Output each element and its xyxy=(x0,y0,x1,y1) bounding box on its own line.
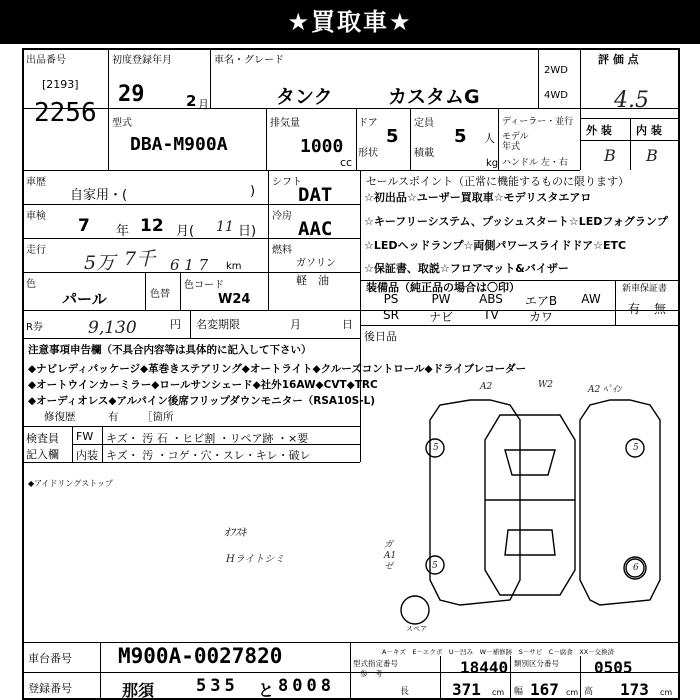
model-label: 型式 xyxy=(112,118,132,129)
shift-label: シフト xyxy=(272,177,302,188)
mileage-rest: 6 1 7 xyxy=(170,256,209,274)
divider xyxy=(266,108,267,170)
plate-area: 那須 xyxy=(122,681,155,700)
equip-item: PS xyxy=(383,292,399,306)
width-label: 幅 xyxy=(514,687,524,697)
length-value: 371 xyxy=(452,680,481,699)
divider xyxy=(180,272,181,310)
equip-item: TV xyxy=(483,308,499,322)
divider xyxy=(22,672,680,673)
load-label: 積載 xyxy=(414,148,434,159)
car-grade: カスタムG xyxy=(388,86,480,108)
fuel-label: 燃料 xyxy=(272,245,292,256)
plate-number: 8008 xyxy=(278,676,335,696)
equip-item: ナビ xyxy=(428,310,453,324)
car-name: タンク xyxy=(276,86,333,108)
disp-label: 排気量 xyxy=(270,118,300,129)
color-change-label: 色替 xyxy=(150,289,170,300)
int-grade: B xyxy=(646,146,658,165)
fw-items: キズ・ 汚 石 ・ヒビ割 ・リペア跡 ・×要 xyxy=(106,432,309,445)
divider xyxy=(108,170,580,171)
mileage-sen: 7千 xyxy=(124,248,156,270)
tire-mark: 5 xyxy=(433,443,439,453)
divider xyxy=(630,118,631,170)
reg-label: 初度登録年月 xyxy=(112,55,172,66)
chassis-label: 車台番号 xyxy=(28,652,72,665)
divider xyxy=(22,310,680,311)
dealer-label: ディーラー・並行 xyxy=(502,117,574,127)
divider xyxy=(22,108,680,109)
handwritten-side-note: ガ A1 ゼ xyxy=(384,540,397,572)
divider xyxy=(22,170,108,171)
divider xyxy=(100,642,101,700)
int-label: 内 装 xyxy=(636,124,662,137)
warranty-no: 無 xyxy=(654,302,667,316)
drive-2wd: 2WD xyxy=(544,65,568,76)
divider xyxy=(356,108,357,170)
class-number: 0505 xyxy=(594,658,633,677)
spare-label: スペア xyxy=(406,625,427,633)
inspect-day-unit: 日) xyxy=(238,224,257,239)
warranty-yes: 有 xyxy=(628,302,641,316)
sales-point: ☆キーフリーシステム、プッシュスタート☆LEDフォグランプ xyxy=(364,215,668,228)
color-value: パール xyxy=(62,290,107,308)
use-label: 車歴 xyxy=(26,177,46,188)
note-line: ◆オーディオレス◆アルパイン後席フリップダウンモニター（RSA10S-L) xyxy=(28,395,376,407)
score-label: 評 価 点 xyxy=(598,53,639,66)
notes-header: 注意事項申告欄（不具合内容等は具体的に記入して下さい） xyxy=(28,344,312,356)
divider xyxy=(440,656,441,700)
repair-label: 修復歴 xyxy=(44,411,76,423)
lot-sub: [2193] xyxy=(42,78,79,91)
divider xyxy=(360,325,680,326)
divider xyxy=(580,656,581,700)
tire-mark: 5 xyxy=(633,443,639,453)
door-label: ドア xyxy=(358,118,378,129)
equip-item: カワ xyxy=(528,310,553,324)
damage-mark: W2 xyxy=(538,380,553,390)
plate-label: 登録番号 xyxy=(28,682,72,695)
sales-point: ☆初出品☆ユーザー買取車☆モデリスタエアロ xyxy=(364,191,592,204)
warranty-label: 新車保証書 xyxy=(622,284,668,294)
sales-label: セールスポイント（正常に機能するものに限ります） xyxy=(366,175,630,188)
height-value: 173 xyxy=(620,680,649,699)
limit-day: 日 xyxy=(342,318,353,331)
tire-mark: 6 xyxy=(633,563,639,573)
divider xyxy=(210,48,211,108)
equip-item: SR xyxy=(383,308,399,322)
reg-month: 2 xyxy=(186,92,197,110)
inspect-year: 7 xyxy=(78,216,90,236)
divider xyxy=(22,642,680,643)
divider xyxy=(510,656,511,700)
limit-month: 月 xyxy=(290,318,301,331)
divider xyxy=(108,48,109,170)
divider xyxy=(22,338,360,339)
lot-number: 2256 xyxy=(34,98,97,128)
inspect-month-unit: 月( xyxy=(176,224,195,239)
length-label: 長 xyxy=(400,687,410,697)
sales-point: ☆LEDヘッドランプ☆両側パワースライドドア☆ETC xyxy=(364,239,627,252)
equip-item: PW xyxy=(431,292,451,306)
spec-sub-label: 参 考 xyxy=(360,669,383,678)
ac-value: AAC xyxy=(298,218,333,240)
reg-year: 29 xyxy=(118,82,145,107)
km-unit: km xyxy=(226,261,242,272)
equip-item: ABS xyxy=(479,292,503,306)
disp-unit: cc xyxy=(340,156,353,169)
fuel-light: 軽 油 xyxy=(296,274,329,287)
repair-place: ［箇所 xyxy=(142,411,174,423)
idling-stop: ◆アイドリングストップ xyxy=(28,479,113,488)
load-unit: kg xyxy=(486,158,499,169)
ext-label: 外 装 xyxy=(586,124,612,137)
divider xyxy=(580,48,581,170)
height-label: 高 xyxy=(584,687,594,697)
width-unit: cm xyxy=(566,688,579,697)
page-title: ★買取車★ xyxy=(0,0,700,44)
int-label: 内装 xyxy=(76,449,98,462)
divider xyxy=(350,642,351,700)
model-code: DBA-M900A xyxy=(130,134,228,155)
name-limit-label: 名変期限 xyxy=(196,318,240,331)
inspect-month: 12 xyxy=(140,216,164,236)
class-label: 類別区分番号 xyxy=(514,659,559,668)
inspector-label: 検査員 xyxy=(26,432,59,445)
spec-label: 型式指定番号 xyxy=(353,659,398,668)
handwritten-note: Hライトシミ xyxy=(226,554,285,565)
recycle-value: 9,130 xyxy=(88,318,137,338)
capacity: 5 xyxy=(454,126,467,147)
yen-unit: 円 xyxy=(170,318,181,331)
damage-mark: A2 ﾍﾟｲﾝ xyxy=(588,385,622,395)
score-value: 4.5 xyxy=(614,88,649,113)
divider xyxy=(360,170,361,462)
int-items: キズ・ 汚 ・コゲ・穴・スレ・キレ・破レ xyxy=(106,449,311,462)
equip-label: 装備品（純正品の場合は〇印） xyxy=(366,281,520,294)
rear-label: 後日品 xyxy=(364,330,397,343)
divider xyxy=(268,170,269,310)
shape-label: 形状 xyxy=(358,148,378,159)
color-code: W24 xyxy=(218,292,251,307)
displacement: 1000 xyxy=(300,136,344,157)
color-label: 色 xyxy=(26,279,36,290)
height-unit: cm xyxy=(660,688,673,697)
mileage-label: 走行 xyxy=(26,245,46,256)
capacity-label: 定員 xyxy=(414,118,434,129)
plate-kana: と xyxy=(258,681,275,700)
tire-mark: 5 xyxy=(432,561,438,571)
sales-point: ☆保証書、取説☆フロアマット&バイザー xyxy=(364,262,569,275)
car-diagram xyxy=(380,380,680,640)
entry-label: 記入欄 xyxy=(26,448,59,461)
model-year-label: モデル 年式 xyxy=(502,132,529,152)
fuel-gas: ガソリン xyxy=(296,258,336,269)
divider xyxy=(498,108,499,170)
capacity-unit: 人 xyxy=(484,132,495,145)
month-unit: 月 xyxy=(198,98,209,111)
note-line: ◆オートウインカーミラー◆ロールサンシェード◆社外16AW◆CVT◆TRC xyxy=(28,379,378,391)
doors: 5 xyxy=(386,126,399,147)
year-unit: 年 xyxy=(116,224,130,239)
use-close: ) xyxy=(250,184,256,199)
fw-label: FW xyxy=(76,430,94,443)
equip-item: AW xyxy=(581,292,601,306)
inspect-label: 車検 xyxy=(26,211,46,222)
divider xyxy=(538,48,539,108)
name-label: 車名・グレード xyxy=(214,55,284,66)
note-line: ◆ナビレディパッケージ◆革巻きステアリング◆オートライト◆クルーズコントロール◆ドライブレコーダー xyxy=(28,363,527,375)
drive-4wd: 4WD xyxy=(544,90,568,101)
plate-class: 535 xyxy=(196,676,239,696)
mileage-man: 5万 xyxy=(84,252,116,274)
divider xyxy=(145,272,146,310)
width-value: 167 xyxy=(530,680,559,699)
inspect-day: 11 xyxy=(216,219,234,235)
ac-label: 冷房 xyxy=(272,211,292,222)
damage-mark: A2 xyxy=(480,382,493,392)
divider xyxy=(190,310,191,338)
length-unit: cm xyxy=(492,688,505,697)
recycle-label: R券 xyxy=(26,322,43,333)
chassis-number: M900A-0027820 xyxy=(118,644,283,668)
handle-label: ハンドル 左・右 xyxy=(502,158,568,168)
repair-value: 有 xyxy=(108,411,119,423)
spec-number: 18440 xyxy=(460,658,509,677)
handwritten-note: ｵﾌｽｷ xyxy=(224,526,246,539)
use-value: 自家用・( xyxy=(70,188,128,203)
lot-label: 出品番号 xyxy=(26,55,66,66)
divider xyxy=(410,108,411,170)
color-code-label: 色コード xyxy=(184,280,224,291)
damage-legend: A－キズ E－エクボ U－凹み W－補修跡 S－サビ C－腐食 XX－交換済 xyxy=(382,648,615,656)
equip-item: エアB xyxy=(524,294,558,308)
shift-value: DAT xyxy=(298,184,333,206)
ext-grade: B xyxy=(604,146,616,165)
